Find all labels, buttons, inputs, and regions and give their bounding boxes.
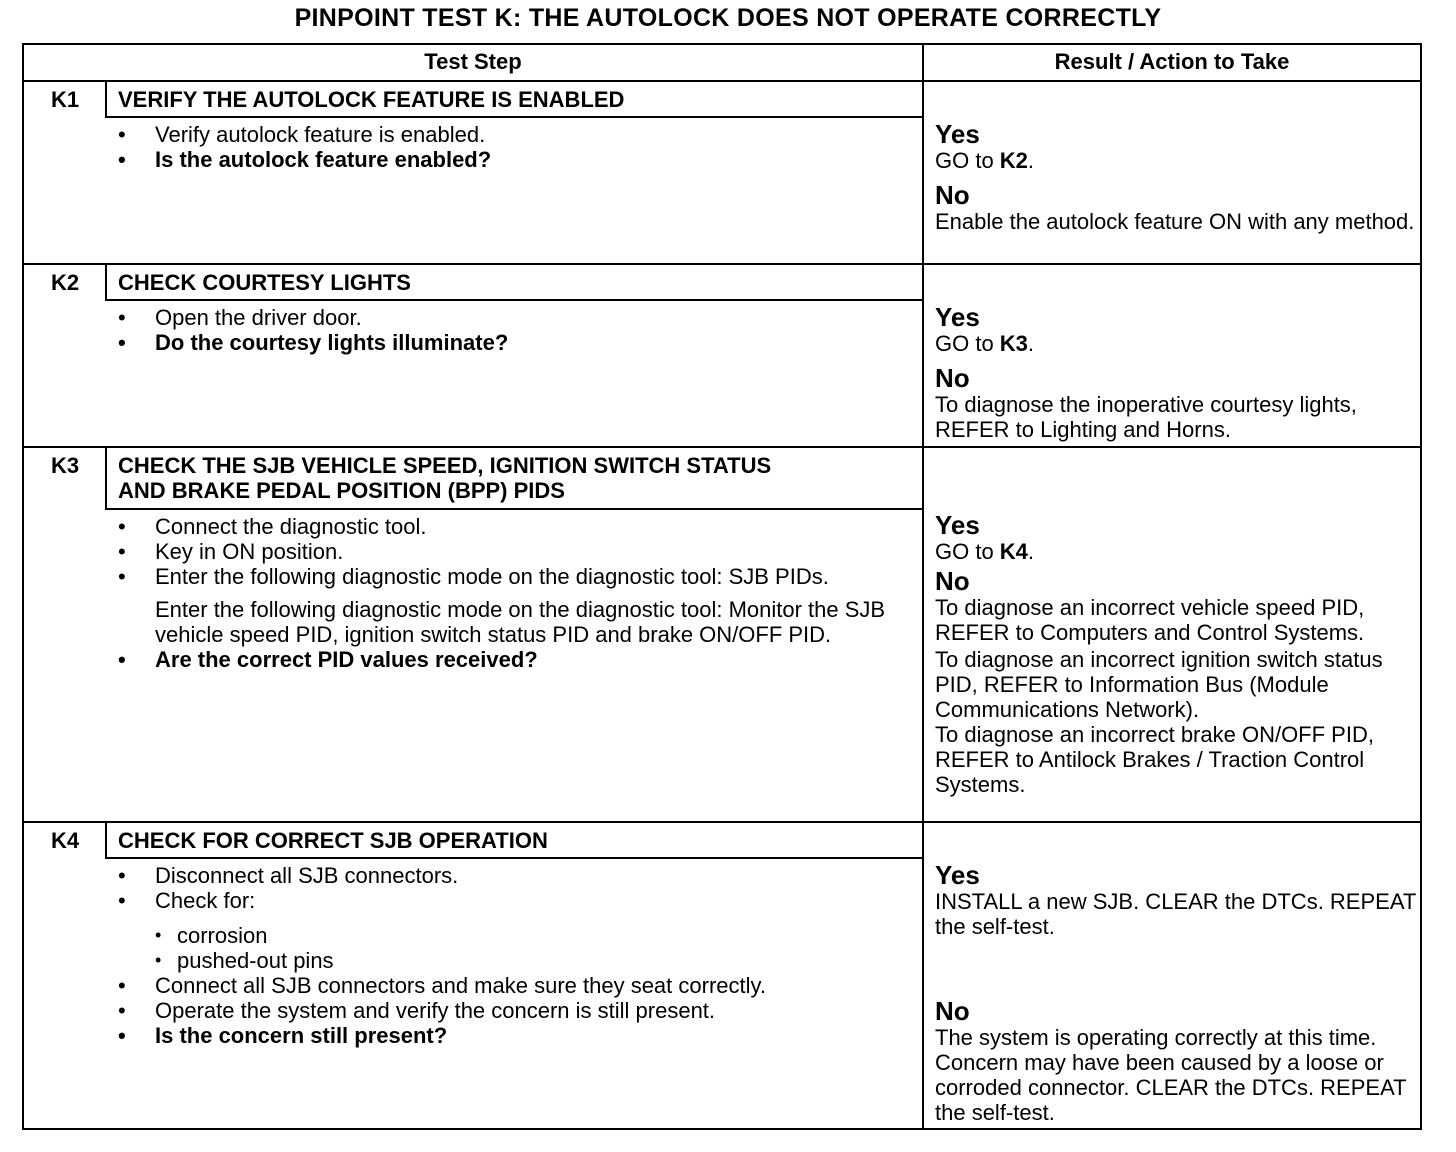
- yes-text-end: .: [1027, 148, 1035, 173]
- step-name-k2: CHECK COURTESY LIGHTS: [118, 270, 411, 295]
- header-test-step: Test Step: [424, 49, 522, 74]
- no-label: No: [935, 180, 970, 210]
- list-item: • Connect the diagnostic tool.: [118, 514, 908, 539]
- no-text: To diagnose an incorrect ignition switch status PID, REFER to Information Bus (Module Communications Network).: [935, 647, 1383, 722]
- list-item: • Enter the following diagnostic mode on the diagnostic tool: SJB PIDs.: [118, 564, 908, 589]
- step-name-k3: [118, 453, 918, 503]
- step-id-k3: K3: [50, 453, 80, 478]
- list-item: • Check for:: [118, 888, 908, 913]
- result-k3: [935, 511, 1420, 797]
- step-paragraph: Enter the following diagnostic mode on the diagnostic tool: Monitor the SJB vehicle speed PID, ignition switch status PID and brake ON/OFF PID.: [155, 597, 886, 647]
- result-k4: [935, 861, 1420, 1125]
- yes-label: Yes: [935, 302, 980, 332]
- no-text: To diagnose an incorrect brake ON/OFF PID, REFER to Antilock Brakes / Traction Control Systems.: [935, 722, 1374, 797]
- step-list-k3: [118, 514, 908, 672]
- step-list-k2: [118, 305, 908, 355]
- yes-text-end: .: [1027, 331, 1035, 356]
- step-name-line: AND BRAKE PEDAL POSITION (BPP) PIDS: [118, 478, 565, 503]
- list-item: • Is the concern still present?: [118, 1023, 908, 1048]
- step-list-k1: [118, 122, 908, 172]
- no-label: No: [935, 566, 970, 596]
- goto-target-k4: K4: [999, 539, 1028, 564]
- yes-text: GO to: [935, 539, 1000, 564]
- list-item: • Connect all SJB connectors and make sure they seat correctly.: [118, 973, 908, 998]
- goto-target-k2: K2: [999, 148, 1028, 173]
- step-name-k4: CHECK FOR CORRECT SJB OPERATION: [118, 828, 548, 853]
- yes-label: Yes: [935, 510, 980, 540]
- yes-text-end: .: [1027, 539, 1035, 564]
- page-title: PINPOINT TEST K: THE AUTOLOCK DOES NOT OPERATE CORRECTLY: [294, 4, 1162, 32]
- pinpoint-table: [22, 43, 1422, 1130]
- sub-list-item: • corrosion: [155, 923, 908, 948]
- list-item: • Do the courtesy lights illuminate?: [118, 330, 908, 355]
- yes-text: GO to: [935, 331, 1000, 356]
- yes-text: INSTALL a new SJB. CLEAR the DTCs. REPEAT the self-test.: [935, 889, 1416, 939]
- no-text: To diagnose the inoperative courtesy lights, REFER to Lighting and Horns.: [935, 392, 1357, 442]
- no-label: No: [935, 363, 970, 393]
- step-id-k2: K2: [50, 270, 80, 295]
- list-item: • Disconnect all SJB connectors.: [118, 863, 908, 888]
- list-item: • Open the driver door.: [118, 305, 908, 330]
- result-k2: [935, 303, 1420, 442]
- sub-list-item: • pushed-out pins: [155, 948, 908, 973]
- list-item: • Operate the system and verify the concern is still present.: [118, 998, 908, 1023]
- list-item: • Are the correct PID values received?: [118, 647, 908, 672]
- yes-text: GO to: [935, 148, 1000, 173]
- step-id-k4: K4: [50, 828, 80, 853]
- yes-label: Yes: [935, 860, 980, 890]
- step-list-k4: [118, 863, 908, 1048]
- step-id-k1: K1: [50, 87, 80, 112]
- list-item: • Verify autolock feature is enabled.: [118, 122, 908, 147]
- step-name-k1: VERIFY THE AUTOLOCK FEATURE IS ENABLED: [118, 87, 625, 112]
- goto-target-k3: K3: [999, 331, 1028, 356]
- yes-label: Yes: [935, 119, 980, 149]
- list-item: • Is the autolock feature enabled?: [118, 147, 908, 172]
- step-name-line: CHECK THE SJB VEHICLE SPEED, IGNITION SWITCH STATUS: [118, 453, 772, 478]
- sub-list: [118, 923, 908, 973]
- no-label: No: [935, 996, 970, 1026]
- no-text: The system is operating correctly at this time. Concern may have been caused by a loose or corroded connector. CLEAR the DTCs. REPEAT the self-test.: [935, 1025, 1407, 1125]
- no-text: Enable the autolock feature ON with any method.: [935, 209, 1415, 234]
- result-k1: [935, 120, 1420, 234]
- no-text: To diagnose an incorrect vehicle speed PID, REFER to Computers and Control Systems.: [935, 595, 1365, 645]
- list-item: • Key in ON position.: [118, 539, 908, 564]
- header-result: Result / Action to Take: [1054, 49, 1290, 74]
